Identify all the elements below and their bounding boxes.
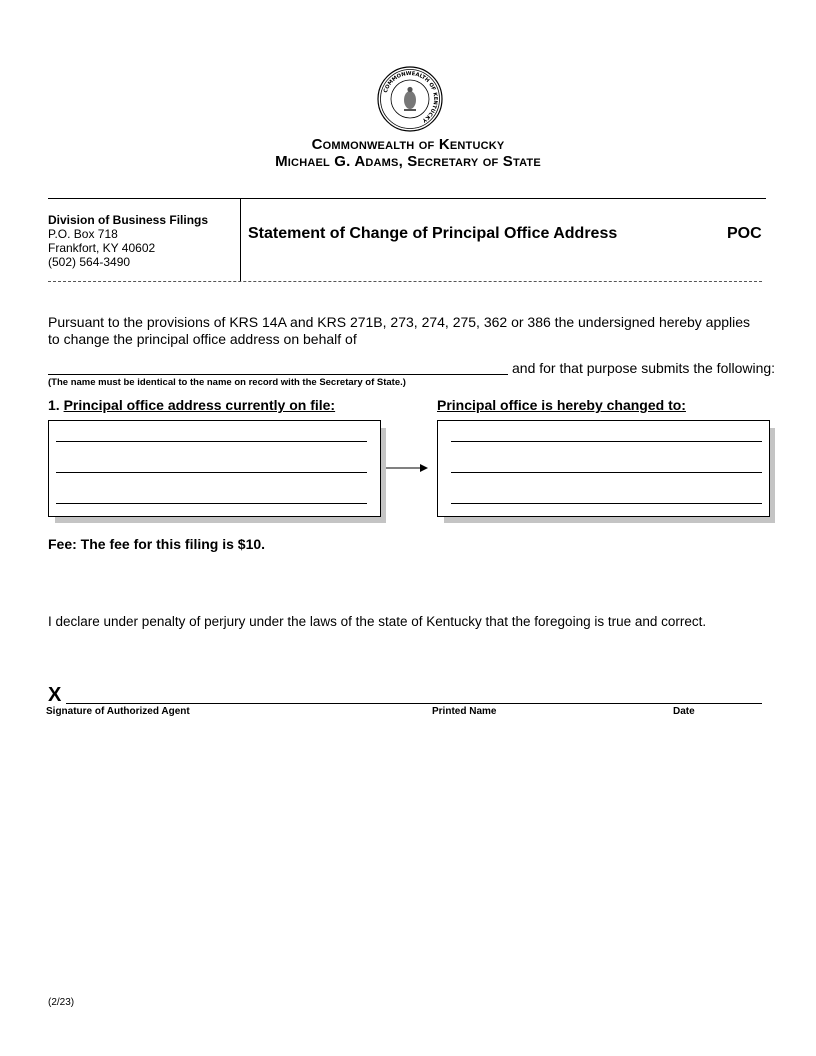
name-note: (The name must be identical to the name on record with the Secretary of State.) bbox=[48, 377, 406, 388]
fee-text: Fee: The fee for this filing is $10. bbox=[48, 536, 266, 552]
signature-label: Signature of Authorized Agent bbox=[46, 706, 190, 717]
current-address-line-3[interactable] bbox=[56, 503, 367, 504]
kentucky-seal bbox=[377, 66, 443, 132]
current-address-line-1[interactable] bbox=[56, 441, 367, 442]
section1-number: 1. bbox=[48, 397, 60, 413]
new-address-line-3[interactable] bbox=[451, 503, 762, 504]
top-rule bbox=[48, 198, 766, 199]
po-box: P.O. Box 718 bbox=[48, 227, 118, 241]
signature-line[interactable] bbox=[66, 703, 762, 704]
seal-ring-text: COMMONWEALTH OF KENTUCKY bbox=[382, 70, 439, 124]
date-label: Date bbox=[673, 706, 695, 717]
declaration-text: I declare under penalty of perjury under the laws of the state of Kentucky that the foregoing is true and correct. bbox=[48, 614, 707, 629]
phone-number: (502) 564-3490 bbox=[48, 255, 131, 269]
header-secretary: Michael G. Adams, Secretary of State bbox=[275, 153, 541, 170]
entity-name-field[interactable] bbox=[48, 374, 508, 375]
current-address-label: Principal office address currently on file: bbox=[63, 397, 336, 413]
form-code: POC bbox=[727, 225, 762, 242]
bottom-rule bbox=[48, 281, 762, 282]
revision-date: (2/23) bbox=[48, 997, 75, 1008]
printed-name-label: Printed Name bbox=[432, 706, 497, 717]
intro-paragraph: Pursuant to the provisions of KRS 14A and KRS 271B, 273, 274, 275, 362 or 386 the undersigned hereby applies to change the principal office address on behalf of bbox=[48, 314, 751, 347]
city-state-zip: Frankfort, KY 40602 bbox=[48, 241, 156, 255]
new-address-line-1[interactable] bbox=[451, 441, 762, 442]
header-divider bbox=[240, 198, 241, 282]
current-address-line-2[interactable] bbox=[56, 472, 367, 473]
arrow-right-icon bbox=[384, 461, 430, 475]
new-address-label: Principal office is hereby changed to: bbox=[437, 397, 686, 413]
signature-x: X bbox=[48, 684, 62, 706]
division-name: Division of Business Filings bbox=[48, 213, 209, 227]
form-title: Statement of Change of Principal Office Address bbox=[248, 225, 618, 242]
new-address-line-2[interactable] bbox=[451, 472, 762, 473]
purpose-text: and for that purpose submits the following: bbox=[512, 360, 776, 376]
header-commonwealth: Commonwealth of Kentucky bbox=[311, 136, 505, 153]
section1-current-heading bbox=[48, 397, 335, 414]
